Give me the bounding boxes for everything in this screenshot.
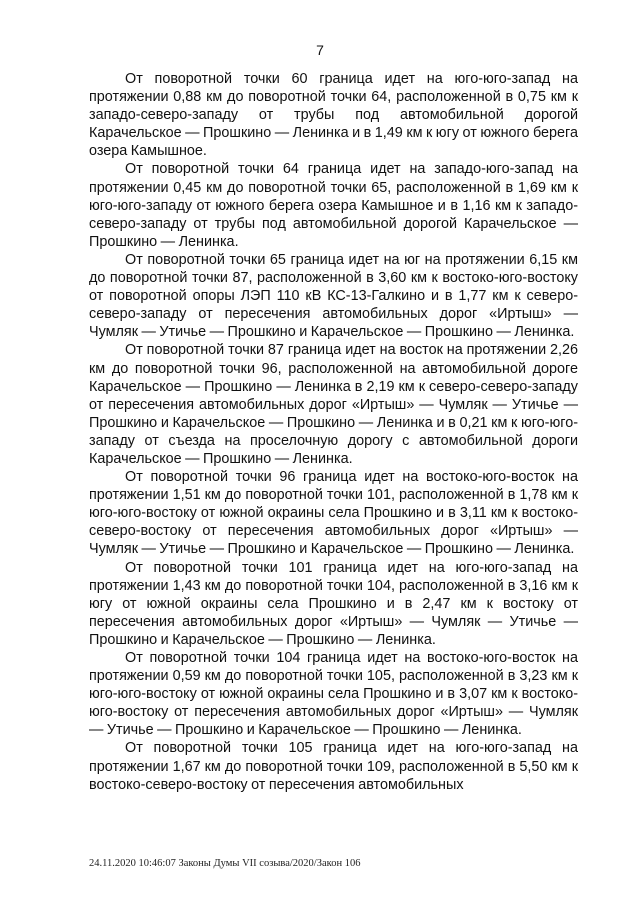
paragraph: От поворотной точки 64 граница идет на западо-юго-запад на протяжении 0,45 км до поворотной точки 65, расположенной в 1,69 км к юго-юго-западу от южного берега озера Камышное и в 1,16 км к западо-северо-западу от трубы под автомобильной дорогой Карачельское — Прошкино — Ленинка. — [89, 161, 578, 250]
paragraph: От поворотной точки 60 граница идет на юго-юго-запад на протяжении 0,88 км до поворотной точки 64, расположенной в 0,75 км к западо-северо-западу от трубы под автомобильной дорогой Карачельское — Прошкино — Ленинка и в 1,49 км к югу от южного берега озера Камышное. — [89, 71, 578, 160]
paragraph: От поворотной точки 104 граница идет на востоко-юго-восток на протяжении 0,59 км до поворотной точки 105, расположенной в 3,23 км к юго-юго-востоку от южной окраины села Прошкино и в 3,07 км к востоко-юго-востоку от пересечения автомобильных дорог «Иртыш» — Чумляк — Утичье — Прошкино и Карачельское — Прошкино — Ленинка. — [89, 650, 578, 739]
document-footer: 24.11.2020 10:46:07 Законы Думы VII созыва/2020/Закон 106 — [89, 858, 361, 869]
page-number: 7 — [316, 42, 324, 58]
document-body — [89, 70, 578, 794]
paragraph: От поворотной точки 101 граница идет на юго-юго-запад на протяжении 1,43 км до поворотной точки 104, расположенной в 3,16 км к югу от южной окраины села Прошкино и в 2,47 км к востоку от пересечения автомобильных дорог «Иртыш» — Чумляк — Утичье — Прошкино и Карачельское — Прошкино — Ленинка. — [89, 559, 578, 648]
paragraph: От поворотной точки 87 граница идет на восток на протяжении 2,26 км до поворотной точки 96, расположенной на автомобильной дороге Карачельское — Прошкино — Ленинка в 2,19 км к северо-северо-западу от пересечения автомобильных дорог «Иртыш» — Чумляк — Утичье — Прошкино и Карачельское — Прошкино — Ленинка и в 0,21 км к юго-юго-западу от съезда на проселочную дорогу с автомобильной дороги Карачельское — Прошкино — Ленинка. — [89, 342, 578, 467]
paragraph: От поворотной точки 105 граница идет на юго-юго-запад на протяжении 1,67 км до поворотной точки 109, расположенной в 5,50 км к востоко-северо-востоку от пересечения автомобильных — [89, 740, 578, 793]
paragraph: От поворотной точки 65 граница идет на юг на протяжении 6,15 км до поворотной точки 87, расположенной в 3,60 км к востоко-юго-востоку от поворотной опоры ЛЭП 110 кВ КС-13-Галкино и в 1,77 км к северо-северо-западу от пересечения автомобильных дорог «Иртыш» — Чумляк — Утичье — Прошкино и Карачельское — Прошкино — Ленинка. — [89, 251, 578, 341]
paragraph: От поворотной точки 96 граница идет на востоко-юго-восток на протяжении 1,51 км до поворотной точки 101, расположенной в 1,78 км к юго-юго-востоку от южной окраины села Прошкино и в 3,11 км к востоко-северо-востоку от пересечения автомобильных дорог «Иртыш» — Чумляк — Утичье — Прошкино и Карачельское — Прошкино — Ленинка. — [89, 469, 578, 558]
